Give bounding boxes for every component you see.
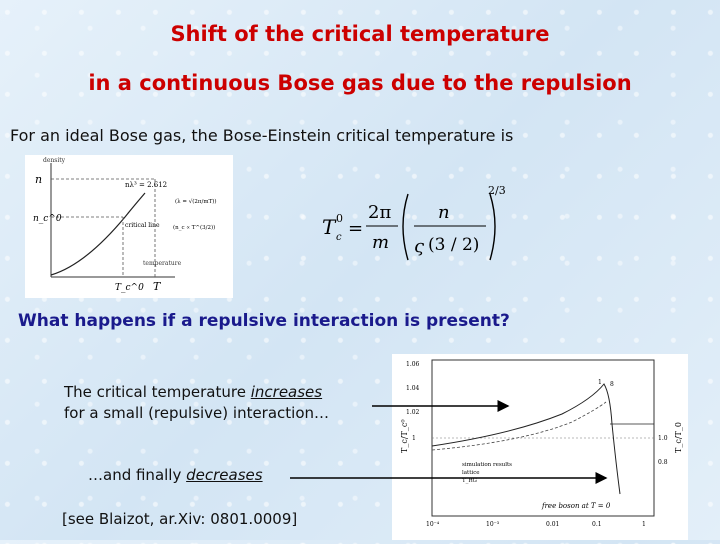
increase-note-line2: for a small (repulsive) interaction… [64,404,330,422]
intro-text: For an ideal Bose gas, the Bose-Einstein critical temperature is [10,126,514,145]
fig1-x-tick-tc0: T_c^0 [115,283,144,293]
fig2-bottom-note: free boson at T = 0 [542,502,611,510]
fig2-point-label-b: 8 [610,381,614,388]
formula-numerator: 2π [368,202,392,223]
fig2-point-label-a: 1 [598,379,602,386]
increase-note-emph: increases [250,383,323,401]
formula-exponent: 2/3 [488,184,506,197]
fig1-y-axis-label: density [43,157,66,164]
decrease-note-prefix: …and finally [88,466,187,484]
fig1-annot-4: (n_c ∝ T^(3/2)) [173,225,216,231]
fig2-y-tick-3: 1 [412,435,416,442]
fig2-legend-line3: T_RG [462,478,477,484]
fig2-legend-line1: simulation results [462,462,512,468]
fig1-annot-2: (λ = √(2π/mT)) [175,199,217,205]
fig2-ylabel-right: T_c/T_0 [674,422,683,453]
formula-zeta: ς [414,236,425,257]
fig1-annot-1: nλ³ = 2.612 [125,181,168,189]
fig1-x-tick-t: T [153,280,161,293]
fig2-y-tick-1: 1.04 [406,385,420,392]
fig2-legend-line2: lattice [462,470,480,476]
formula-zeta-arg: (3 / 2) [428,235,480,255]
slide-title-line1: Shift of the critical temperature [170,22,550,46]
fig2-x-tick-4: 1 [642,521,646,528]
formula-equals: = [348,218,364,239]
fig2-x-tick-1: 10⁻³ [486,521,500,528]
fig2-y-tick-right-1: 0.8 [658,459,668,466]
fig2-y-tick-right-0: 1.0 [658,435,668,442]
fig2-ylabel-left: T_c/T_c⁰ [400,419,409,453]
question-text: What happens if a repulsive interaction is present? [18,311,510,331]
formula-inner-num: n [438,202,450,223]
formula-lhs-sub: c [336,232,342,243]
decrease-note-emph: decreases [186,466,263,484]
fig2-y-tick-2: 1.02 [406,409,420,416]
fig1-annot-3: critical line [125,222,160,229]
reference-text: [see Blaizot, ar.Xiv: 0801.0009] [62,510,298,528]
fig1-y-tick-nc0: n_c^0 [33,214,62,224]
formula-lhs-sup: 0 [336,212,343,225]
fig1-x-axis-label: temperature [143,260,182,267]
fig2-x-tick-0: 10⁻⁴ [426,521,440,528]
formula-denominator: m [372,232,390,253]
slide-title-line2: in a continuous Bose gas due to the repulsion [88,71,632,95]
fig2-y-tick-0: 1.06 [406,361,420,368]
fig2-x-tick-3: 0.1 [592,521,602,528]
fig1-y-tick-n: n [35,173,43,186]
fig2-x-tick-2: 0.01 [546,521,560,528]
formula-lhs: T [322,215,336,239]
increase-note-prefix: The critical temperature [64,383,251,401]
